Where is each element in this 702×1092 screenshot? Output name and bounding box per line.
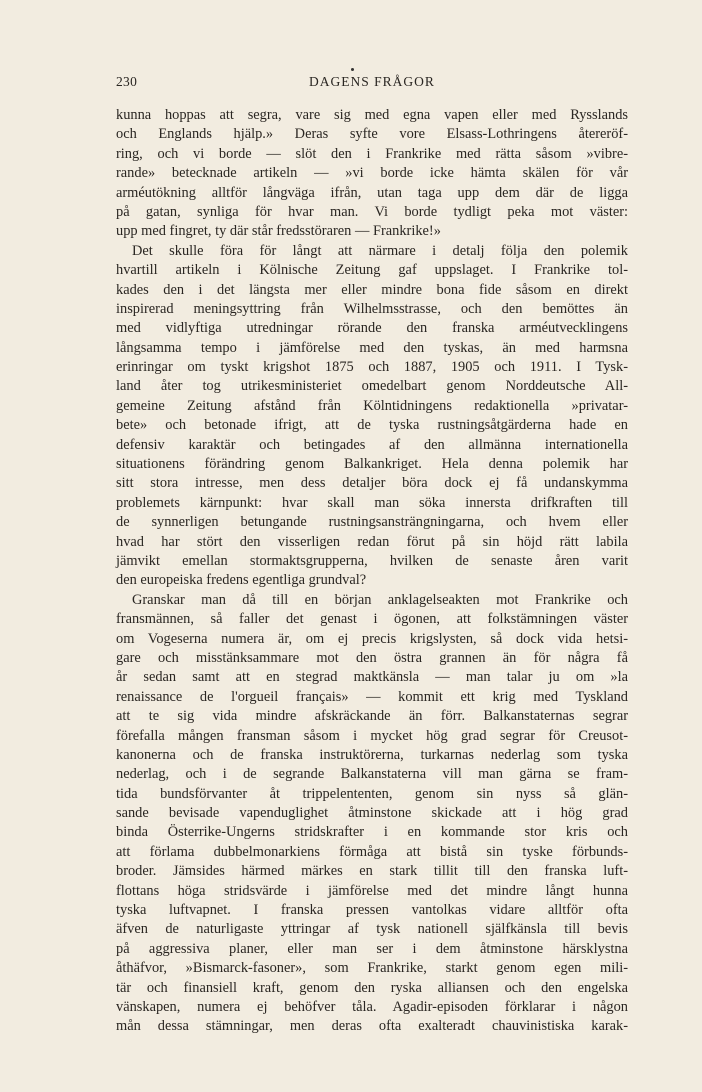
text-line: äfven de naturligaste yttringar af tysk nationell själfkänsla till bevis [116,921,628,938]
text-line: kades den i det längsta mer eller mindre bona fide såsom en direkt [116,281,628,298]
text-line: gare och misstänksammare mot den östra grannen än för några få [116,649,628,666]
text-line: erinringar om tyskt krigshot 1875 och 1887, 1905 och 1911. I Tysk- [116,359,628,376]
running-title: DAGENS FRÅGOR [309,74,435,89]
text-line: mån dessa stämningar, men deras ofta exalteradt chauvinistiska karak- [116,1018,628,1035]
text-line: tär och finansiell kraft, genom den ryska alliansen och den engelska [116,979,628,996]
text-line: på aggressiva planer, eller man ser i dem åtminstone härsklystna [116,940,628,957]
text-line: och Englands hjälp.» Deras syfte vore Elsass-Lothringens återeröf- [116,126,628,143]
text-line: långsamma tempo i jämförelse med den tyskas, än med harmsna [116,339,628,356]
text-line: kanonerna och de franska instruktörerna, turkarnas nederlag som tyska [116,746,628,763]
text-line: rande» betecknade artikeln — »vi borde icke hämta skälen för vår [116,165,628,182]
text-line: land åter tog utrikesministeriet omedelbart genom Norddeutsche All- [116,378,628,395]
text-line: renaissance de l'orgueil français» — kommit ett krig med Tyskland [116,688,628,705]
text-line: defensiv karaktär och betingades af den allmänna internationella [116,436,628,453]
text-line: förefalla mången fransman såsom i mycket hög grad segrar för Creusot- [116,727,628,744]
text-line: arméutökning alltför långväga ifrån, utan taga upp dem där de ligga [116,184,628,201]
body-text [116,106,628,1037]
text-line: binda Österrike-Ungerns stridskrafter i en kommande stor kris och [116,824,628,841]
text-line: på gatan, synliga för hvar man. Vi borde tydligt peka mot väster: [116,203,628,220]
text-line: nederlag, och i de segrande Balkanstaterna vill man gärna se fram- [116,766,628,783]
text-line: kunna hoppas att segra, vare sig med egna vapen eller med Rysslands [116,107,628,123]
text-line: att förlama dubbelmonarkiens förmåga att bistå sin tyske förbunds- [116,843,628,860]
text-line: åthäfvor, »Bismarck-fasoner», som Frankrike, starkt genom egen mili- [116,960,628,977]
page-header [116,74,628,94]
ink-speck [351,68,354,71]
text-line: vänskapen, numera ej behöfver tåla. Agadir-episoden förklarar i någon [116,998,628,1015]
text-line: tida bundsförvanter åt trippelententen, genom sin nyss så glän- [116,785,628,802]
text-line: med vidlyftiga utredningar rörande den franska arméutvecklingens [116,320,628,337]
text-line: den europeiska fredens egentliga grundval? [116,572,367,589]
text-line: sande bevisade vapenduglighet åtminstone skickade att i hög grad [116,805,628,822]
text-line: gemeine Zeitung afstånd från Kölntidningens redaktionella »privatar- [116,397,628,414]
text-line: bete» och betonade ifrigt, att de tyska rustningsåtgärderna hade en [116,417,628,434]
text-line: år sedan samt att en stegrad maktkänsla — man talar ju om »la [116,669,628,686]
text-line: jämvikt emellan stormaktsgrupperna, hvilken de senaste åren varit [116,552,628,569]
text-line: upp med fingret, ty där står fredsstöraren — Frankrike!» [116,223,441,240]
text-line: situationens förändring genom Balkankriget. Hela denna polemik har [116,456,628,473]
text-line: Det skulle föra för långt att närmare i detalj följa den polemik [132,242,628,259]
text-line: fransmännen, så faller det genast i ögonen, att folkstämningen väster [116,611,628,628]
text-line: sitt stora intresse, men dess detaljer böra dock ej få undanskymma [116,475,628,492]
text-line: problemets kärnpunkt: hvar skall man söka innersta drifkraften till [116,494,628,511]
text-line: hvartill artikeln i Kölnische Zeitung gaf uppslaget. I Frankrike tol- [116,262,628,279]
text-line: tyska luftvapnet. I franska pressen vantolkas vidare alltför ofta [116,902,628,919]
text-line: Granskar man då till en början anklagelseakten mot Frankrike och [132,591,628,608]
text-line: att te sig vida mindre afskräckande än förr. Balkanstaternas segrar [116,708,628,725]
text-line: inspirerad meningsyttring från Wilhelmsstrasse, och den bemöttes än [116,300,628,317]
page-number: 230 [116,74,138,89]
text-line: hvad har stört den visserligen redan förut på sin höjd rätt labila [116,533,628,550]
text-line: broder. Jämsides härmed märkes en stark tillit till den franska luft- [116,863,628,880]
text-line: om Vogeserna numera är, om ej precis krigslysten, så dock vida hetsi- [116,630,628,647]
text-line: de synnerligen betungande rustningsansträngningarna, och hvem eller [116,514,628,531]
text-line: flottans höga stridsvärde i jämförelse med det mindre långt hunna [116,882,628,899]
text-line: ring, och vi borde — slöt den i Frankrike med rätta såsom »vibre- [116,145,628,162]
